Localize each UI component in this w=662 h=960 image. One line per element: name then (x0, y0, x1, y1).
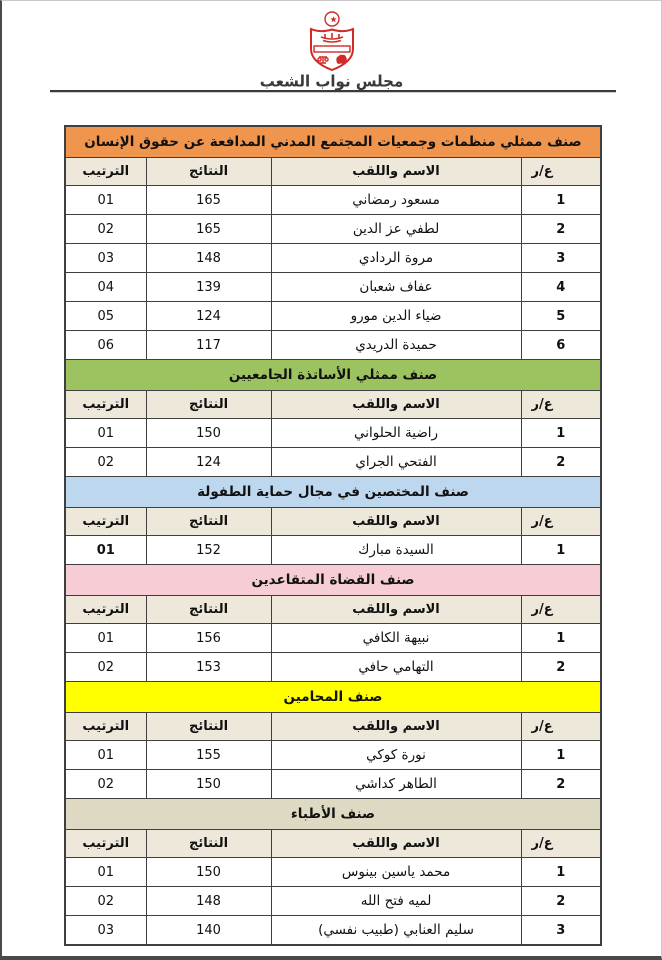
row-rank: 01 (65, 419, 146, 448)
document-header (2, 11, 661, 90)
assembly-name: مجلس نواب الشعب (259, 71, 404, 91)
row-score: 148 (146, 244, 271, 273)
row-score: 140 (146, 916, 271, 946)
row-name: نورة كوكي (271, 741, 521, 770)
row-score: 124 (146, 448, 271, 477)
row-score: 165 (146, 215, 271, 244)
section-title: صنف القضاة المتقاعدين (65, 565, 601, 596)
row-score: 117 (146, 331, 271, 360)
column-header-name: الاسم واللقب (271, 158, 521, 186)
row-num: 2 (521, 215, 601, 244)
column-header-name: الاسم واللقب (271, 596, 521, 624)
column-header-num: ع/ر (521, 508, 601, 536)
row-rank: 01 (65, 536, 146, 565)
row-num: 2 (521, 653, 601, 682)
row-name: سليم العنابي (طبيب نفسي) (271, 916, 521, 946)
row-num: 1 (521, 186, 601, 215)
row-name: ضياء الدين مورو (271, 302, 521, 331)
row-rank: 03 (65, 244, 146, 273)
section-title: صنف المحامين (65, 682, 601, 713)
row-num: 2 (521, 448, 601, 477)
row-name: مروة الردادي (271, 244, 521, 273)
row-score: 165 (146, 186, 271, 215)
column-header-rank: الترتيب (65, 158, 146, 186)
row-num: 6 (521, 331, 601, 360)
header-divider (50, 90, 616, 92)
column-header-rank: الترتيب (65, 830, 146, 858)
row-num: 3 (521, 244, 601, 273)
section-title: صنف المختصين في مجال حماية الطفولة (65, 477, 601, 508)
row-rank: 03 (65, 916, 146, 946)
row-name: راضية الحلواني (271, 419, 521, 448)
column-header-score: النتائج (146, 713, 271, 741)
table-row (65, 302, 601, 331)
row-score: 150 (146, 770, 271, 799)
column-header-num: ع/ر (521, 830, 601, 858)
column-header-name: الاسم واللقب (271, 508, 521, 536)
row-rank: 05 (65, 302, 146, 331)
row-num: 3 (521, 916, 601, 946)
row-name: مسعود رمضاني (271, 186, 521, 215)
row-rank: 06 (65, 331, 146, 360)
row-name: حميدة الدريدي (271, 331, 521, 360)
table-row (65, 653, 601, 682)
row-name: الطاهر كداشي (271, 770, 521, 799)
row-name: الفتحي الجراي (271, 448, 521, 477)
column-header-num: ع/ر (521, 158, 601, 186)
table-row (65, 186, 601, 215)
column-header-name: الاسم واللقب (271, 713, 521, 741)
column-header-score: النتائج (146, 508, 271, 536)
row-rank: 01 (65, 186, 146, 215)
row-score: 124 (146, 302, 271, 331)
row-rank: 02 (65, 653, 146, 682)
row-score: 155 (146, 741, 271, 770)
table-row (65, 916, 601, 946)
row-name: لميه فتح الله (271, 887, 521, 916)
row-num: 1 (521, 536, 601, 565)
results-table-body (65, 126, 601, 945)
section-title: صنف ممثلي الأساتذة الجامعيين (65, 360, 601, 391)
row-name: لطفي عز الدين (271, 215, 521, 244)
row-score: 150 (146, 419, 271, 448)
row-rank: 01 (65, 624, 146, 653)
column-header-rank: الترتيب (65, 508, 146, 536)
row-rank: 04 (65, 273, 146, 302)
row-name: نبيهة الكافي (271, 624, 521, 653)
row-num: 2 (521, 770, 601, 799)
row-rank: 02 (65, 770, 146, 799)
table-row (65, 624, 601, 653)
table-row (65, 448, 601, 477)
column-header-score: النتائج (146, 158, 271, 186)
row-num: 1 (521, 624, 601, 653)
row-rank: 02 (65, 887, 146, 916)
tunisia-emblem-icon (304, 11, 360, 71)
row-name: محمد ياسين بينوس (271, 858, 521, 887)
column-header-rank: الترتيب (65, 391, 146, 419)
column-header-rank: الترتيب (65, 596, 146, 624)
column-header-name: الاسم واللقب (271, 830, 521, 858)
table-row (65, 244, 601, 273)
row-num: 4 (521, 273, 601, 302)
row-score: 156 (146, 624, 271, 653)
column-header-rank: الترتيب (65, 713, 146, 741)
table-row (65, 331, 601, 360)
row-score: 152 (146, 536, 271, 565)
table-row (65, 887, 601, 916)
row-score: 153 (146, 653, 271, 682)
table-row (65, 273, 601, 302)
row-score: 150 (146, 858, 271, 887)
row-num: 1 (521, 858, 601, 887)
row-name: عفاف شعبان (271, 273, 521, 302)
table-row (65, 215, 601, 244)
results-table (64, 125, 602, 946)
column-header-num: ع/ر (521, 391, 601, 419)
table-row (65, 536, 601, 565)
row-num: 5 (521, 302, 601, 331)
row-rank: 02 (65, 448, 146, 477)
row-rank: 02 (65, 215, 146, 244)
row-rank: 01 (65, 858, 146, 887)
column-header-score: النتائج (146, 391, 271, 419)
column-header-num: ع/ر (521, 713, 601, 741)
row-num: 2 (521, 887, 601, 916)
table-row (65, 858, 601, 887)
table-row (65, 741, 601, 770)
row-num: 1 (521, 741, 601, 770)
row-name: التهامي حافي (271, 653, 521, 682)
row-name: السيدة مبارك (271, 536, 521, 565)
column-header-num: ع/ر (521, 596, 601, 624)
column-header-score: النتائج (146, 596, 271, 624)
row-score: 139 (146, 273, 271, 302)
column-header-name: الاسم واللقب (271, 391, 521, 419)
section-title: صنف الأطباء (65, 799, 601, 830)
row-rank: 01 (65, 741, 146, 770)
table-row (65, 419, 601, 448)
row-score: 148 (146, 887, 271, 916)
row-num: 1 (521, 419, 601, 448)
table-row (65, 770, 601, 799)
column-header-score: النتائج (146, 830, 271, 858)
section-title: صنف ممثلي منظمات وجمعيات المجتمع المدني المدافعة عن حقوق الإنسان (65, 126, 601, 158)
